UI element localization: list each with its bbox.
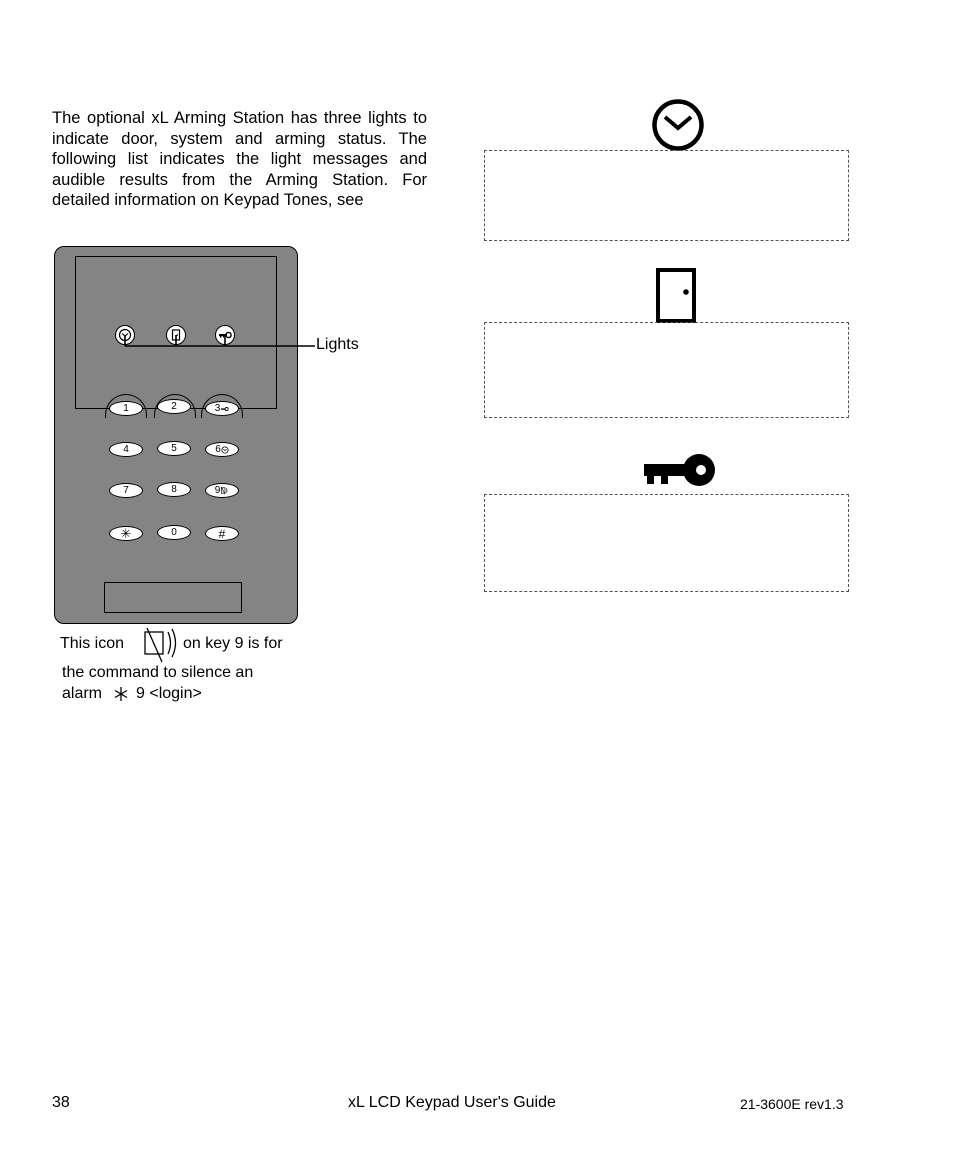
clock-icon [221,446,229,454]
keypad-label-slot [104,582,242,613]
caption-alarm: alarm [62,685,103,702]
key-9[interactable]: 9 [205,483,239,498]
caption-line2: the command to silence an [62,664,254,681]
page-number: 38 [52,1094,70,1111]
lights-label: Lights [316,336,359,353]
key-7[interactable]: 7 [109,483,143,498]
footer-title: xL LCD Keypad User's Guide [348,1094,556,1111]
key-hash[interactable]: # [205,526,239,541]
key-8[interactable]: 8 [157,482,191,497]
clock-icon [651,98,705,152]
key-star[interactable] [109,526,143,541]
arm-light-description-box [484,494,849,592]
key-0[interactable]: 0 [157,525,191,540]
star-icon [113,686,129,702]
key-2[interactable]: 2 [157,399,191,414]
clock-light-description-box [484,150,849,241]
key-4[interactable]: 4 [109,442,143,457]
lights-connector [55,247,297,623]
caption-key9: on key 9 is for [183,635,283,652]
door-icon [655,267,699,323]
caption-login: 9 <login> [136,685,202,702]
key-1[interactable]: 1 [109,401,143,416]
silence-icon [142,626,180,664]
footer-doc-id: 21-3600E rev1.3 [740,1096,844,1112]
intro-paragraph: The optional xL Arming Station has three lights to indicate door, system and arming status. The following list indicates the light messages and audible results from the Arming Station. For detailed information on Keypad Tones, see [52,109,427,210]
silence-icon [220,486,229,495]
caption-this-icon: This icon [60,635,125,652]
key-5[interactable]: 5 [157,441,191,456]
key-icon [644,454,718,488]
door-light-description-box [484,322,849,418]
arming-station-keypad [54,246,298,624]
star-icon: ✳ [120,526,132,541]
key-3[interactable]: 3 [205,401,239,416]
key-icon [220,406,229,412]
key-6[interactable]: 6 [205,442,239,457]
